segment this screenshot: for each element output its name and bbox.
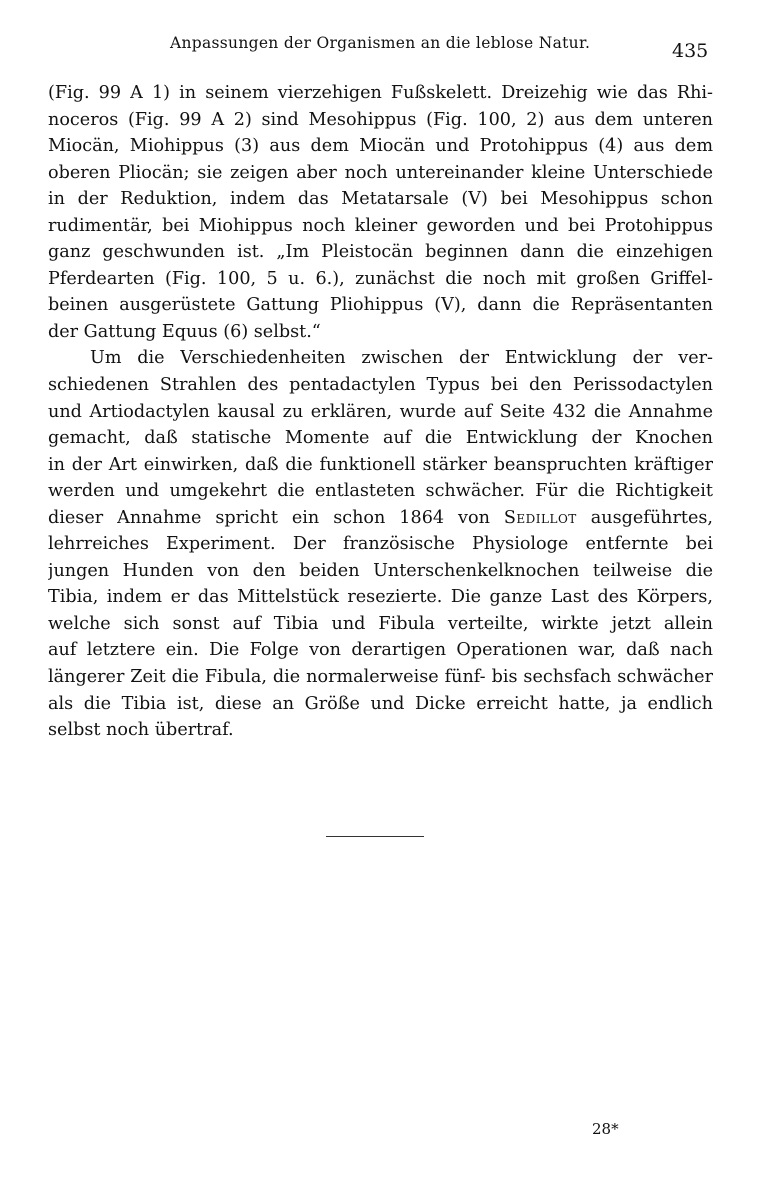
signature-mark: 28* [592, 1120, 619, 1138]
text-segment: dieser Annahme spricht ein schon 1864 von [48, 507, 504, 528]
text-line: ganz geschwunden ist. „Im Pleistocän beginnen dann die einzehigen [48, 242, 713, 263]
text-line: längerer Zeit die Fibula, die normalerweise fünf- bis sechsfach schwächer [48, 667, 713, 688]
text-line: oberen Pliocän; sie zeigen aber noch untereinander kleine Unterschiede [48, 162, 713, 183]
text-line: Miocän, Miohippus (3) aus dem Miocän und Protohippus (4) aus dem [48, 136, 713, 157]
text-line: in der Art einwirken, daß die funktionell stärker beanspruchten kräftiger [48, 454, 713, 475]
text-line: Tibia, indem er das Mittelstück resezierte. Die ganze Last des Körpers, [48, 587, 713, 608]
text-line [48, 505, 713, 532]
text-line: auf letztere ein. Die Folge von derartigen Operationen war, daß nach [48, 640, 713, 661]
text-segment: ausgeführtes, [576, 507, 713, 528]
text-line: in der Reduktion, indem das Metatarsale (V) bei Mesohippus schon [48, 189, 713, 210]
text-line: (Fig. 99 A 1) in seinem vierzehigen Fußskelett. Dreizehig wie das Rhi- [48, 83, 713, 103]
text-line: der Gattung Equus (6) selbst.“ [48, 321, 321, 342]
page-number: 435 [672, 40, 709, 62]
paragraph-1 [48, 80, 713, 345]
author-name: Sedillot [503, 507, 577, 528]
text-line: rudimentär, bei Miohippus noch kleiner geworden und bei Protohippus [48, 215, 713, 236]
text-line: Um die Verschiedenheiten zwischen der Entwicklung der ver- [90, 348, 713, 369]
text-line: als die Tibia ist, diese an Größe und Dicke erreicht hatte, ja endlich [48, 693, 713, 714]
text-line: welche sich sonst auf Tibia und Fibula verteilte, wirkte jetzt allein [48, 613, 713, 634]
text-line: werden und umgekehrt die entlasteten schwächer. Für die Richtigkeit [48, 481, 713, 502]
section-divider [326, 836, 424, 837]
text-line: beinen ausgerüstete Gattung Pliohippus (V), dann die Repräsentanten [48, 295, 713, 316]
text-line: selbst noch übertraf. [48, 720, 234, 741]
body-text [48, 80, 713, 744]
text-line: schiedenen Strahlen des pentadactylen Typus bei den Perissodactylen [48, 375, 713, 396]
text-line: Pferdearten (Fig. 100, 5 u. 6.), zunächst die noch mit großen Griffel- [48, 268, 713, 289]
text-line: und Artiodactylen kausal zu erklären, wurde auf Seite 432 die Annahme [48, 401, 713, 422]
running-head: Anpassungen der Organismen an die leblose Natur. [170, 34, 591, 52]
text-line: jungen Hunden von den beiden Unterschenkelknochen teilweise die [48, 560, 713, 581]
text-line: noceros (Fig. 99 A 2) sind Mesohippus (Fig. 100, 2) aus dem unteren [48, 109, 713, 130]
text-line: lehrreiches Experiment. Der französische Physiologe entfernte bei [48, 534, 713, 555]
paragraph-2 [48, 345, 713, 743]
text-line: gemacht, daß statische Momente auf die Entwicklung der Knochen [48, 428, 713, 449]
